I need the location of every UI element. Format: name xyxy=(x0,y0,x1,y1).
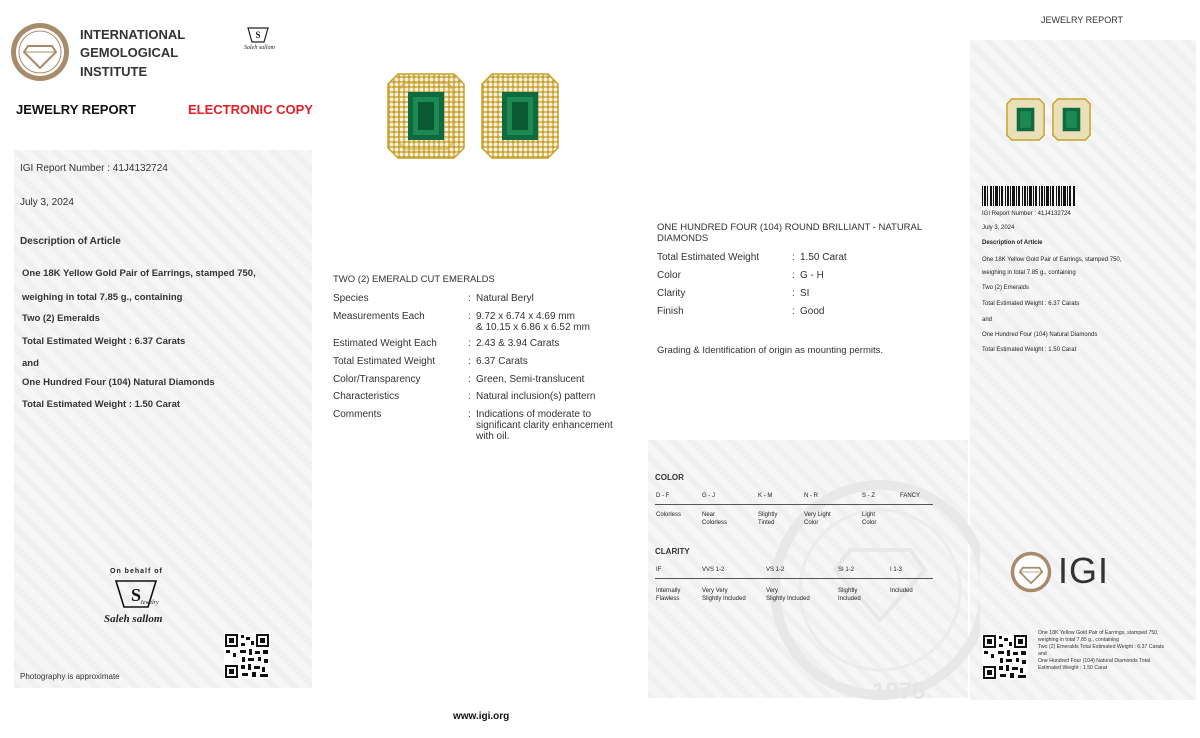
emerald-value: Natural Beryl xyxy=(476,293,534,304)
right-description-line: and xyxy=(982,317,993,323)
diamond-value: G - H xyxy=(800,270,824,281)
color-grade: FANCY xyxy=(900,493,921,499)
emerald-value: Natural inclusion(s) pattern xyxy=(476,391,596,402)
emerald-label: Total Estimated Weight xyxy=(333,356,436,367)
color-grade: N - R xyxy=(804,493,818,499)
right-description-line: Total Estimated Weight : 6.37 Carats xyxy=(982,301,1080,307)
right-description-line: weighing in total 7.85 g., containing xyxy=(982,270,1076,276)
igi-logo-icon xyxy=(1010,551,1052,593)
diamond-label: Finish xyxy=(657,306,684,317)
colon: : xyxy=(792,270,795,281)
right-description-line: Total Estimated Weight : 1.50 Carat xyxy=(982,347,1077,353)
color-description: Very Light Color xyxy=(804,512,831,526)
description-line: One Hundred Four (104) Natural Diamonds xyxy=(22,377,215,388)
color-scale-title: COLOR xyxy=(655,473,684,482)
color-description: Near Colorless xyxy=(702,512,728,526)
colon: : xyxy=(468,391,471,402)
clarity-grade: IF xyxy=(656,567,662,573)
right-summary-line: Estimated Weight : 1.50 Carat xyxy=(1038,665,1108,671)
right-report-date: July 3, 2024 xyxy=(982,225,1015,231)
right-description-line: One 18K Yellow Gold Pair of Earrings, stamped 750, xyxy=(982,257,1122,263)
emerald-value: Green, Semi-translucent xyxy=(476,374,585,385)
color-grade: G - J xyxy=(702,493,715,499)
emerald-label: Color/Transparency xyxy=(333,374,421,385)
color-grade: K - M xyxy=(758,493,773,499)
description-line: Total Estimated Weight : 1.50 Carat xyxy=(22,399,181,410)
colon: : xyxy=(468,338,471,349)
qr-code-left[interactable] xyxy=(224,633,270,679)
on-behalf-label: On behalf of xyxy=(110,568,163,575)
description-line: and xyxy=(22,358,39,369)
diamond-value: 1.50 Carat xyxy=(800,252,847,263)
diamonds-heading: ONE HUNDRED FOUR (104) ROUND BRILLIANT - NATURAL DIAMONDS xyxy=(657,222,922,244)
emeralds-heading: TWO (2) EMERALD CUT EMERALDS xyxy=(333,274,495,285)
partner-jewelry-label: Jewelry xyxy=(140,600,159,606)
colon: : xyxy=(468,311,471,322)
diamond-label: Clarity xyxy=(657,288,686,299)
electronic-copy-label: ELECTRONIC COPY xyxy=(188,102,313,117)
qr-code-right[interactable] xyxy=(982,634,1028,680)
emerald-label: Estimated Weight Each xyxy=(333,338,437,349)
institute-name-line1: INTERNATIONAL xyxy=(80,27,186,42)
svg-text:S: S xyxy=(130,585,142,605)
clarity-grade: SI 1-2 xyxy=(838,567,855,573)
emerald-value: 6.37 Carats xyxy=(476,356,528,367)
description-heading: Description of Article xyxy=(20,236,121,247)
color-description: Slightly Tinted xyxy=(758,512,778,526)
right-description-heading: Description of Article xyxy=(982,240,1043,246)
color-scale-line xyxy=(655,504,933,505)
barcode xyxy=(982,186,1076,206)
clarity-description: Slightly Included xyxy=(838,588,861,602)
right-report-number: IGI Report Number : 41J4132724 xyxy=(982,211,1071,217)
igi-logo-text: IGI xyxy=(1058,550,1110,591)
partner-logo-icon xyxy=(246,24,270,44)
igi-logo-seal xyxy=(10,22,70,82)
colon: : xyxy=(468,374,471,385)
report-number: IGI Report Number : 41J4132724 xyxy=(20,163,168,174)
clarity-description: Very Very Slightly Included xyxy=(702,588,746,602)
description-line: One 18K Yellow Gold Pair of Earrings, stamped 750, xyxy=(22,268,256,279)
clarity-description: Internally Flawless xyxy=(656,588,681,602)
earrings-thumbnail xyxy=(1005,98,1093,142)
grading-note: Grading & Identification of origin as mounting permits. xyxy=(657,345,884,356)
right-summary-line: weighing in total 7.85 g., containing xyxy=(1038,637,1120,643)
igi-seal-watermark xyxy=(760,440,980,710)
diamond-label: Total Estimated Weight xyxy=(657,252,760,263)
right-summary xyxy=(1038,630,1194,672)
clarity-grade: VS 1-2 xyxy=(766,567,785,573)
colon: : xyxy=(468,293,471,304)
watermark-year: 1975 xyxy=(872,678,926,705)
color-grade: S - Z xyxy=(862,493,875,499)
emerald-label: Characteristics xyxy=(333,391,400,402)
clarity-description: Very Slightly Included xyxy=(766,588,810,602)
emerald-value: Indications of moderate to significant clarity enhancement with oil. xyxy=(476,409,613,442)
colon: : xyxy=(468,356,471,367)
emerald-label: Species xyxy=(333,293,369,304)
institute-name-line3: INSTITUTE xyxy=(80,64,148,79)
description-line: Total Estimated Weight : 6.37 Carats xyxy=(22,336,186,347)
right-summary-line: One 18K Yellow Gold Pair of Earrings, stamped 750, xyxy=(1038,630,1159,636)
emerald-label: Comments xyxy=(333,409,382,420)
clarity-scale-title: CLARITY xyxy=(655,547,690,556)
color-description: Colorless xyxy=(656,512,682,518)
clarity-grade: I 1-3 xyxy=(890,567,903,573)
partner-signature: Saleh sallom xyxy=(104,613,163,625)
website-link[interactable]: www.igi.org xyxy=(453,711,510,722)
colon: : xyxy=(792,288,795,299)
svg-text:S: S xyxy=(255,30,261,40)
diamond-value: Good xyxy=(800,306,825,317)
emerald-label: Measurements Each xyxy=(333,311,425,322)
right-report-title: JEWELRY REPORT xyxy=(1041,15,1124,25)
right-summary-line: and xyxy=(1038,651,1047,657)
photo-note: Photography is approximate xyxy=(20,672,120,681)
description-line: Two (2) Emeralds xyxy=(22,313,100,324)
colon: : xyxy=(468,409,471,420)
left-panel-bg xyxy=(14,150,312,688)
institute-name-line2: GEMOLOGICAL xyxy=(80,45,179,60)
earrings-photo xyxy=(384,72,564,162)
right-summary-line: Two (2) Emeralds Total Estimated Weight : 6.37 Carats xyxy=(1038,644,1165,650)
report-title: JEWELRY REPORT xyxy=(16,102,136,117)
colon: : xyxy=(792,252,795,263)
clarity-grade: VVS 1-2 xyxy=(702,567,725,573)
clarity-description: Included xyxy=(890,588,913,594)
description-line: weighing in total 7.85 g., containing xyxy=(22,292,183,303)
emerald-value: 9.72 x 6.74 x 4.69 mm & 10.15 x 6.86 x 6.52 mm xyxy=(476,311,590,333)
emerald-value: 2.43 & 3.94 Carats xyxy=(476,338,560,349)
colon: : xyxy=(792,306,795,317)
right-description-line: Two (2) Emeralds xyxy=(982,285,1030,291)
color-description: Light Color xyxy=(862,512,877,526)
right-description-line: One Hundred Four (104) Natural Diamonds xyxy=(982,332,1098,338)
color-grade: D - F xyxy=(656,493,670,499)
diamond-label: Color xyxy=(657,270,681,281)
clarity-scale-line xyxy=(655,578,933,579)
report-date: July 3, 2024 xyxy=(20,197,74,208)
partner-logo-text: Saleh sallom xyxy=(244,45,275,51)
diamond-value: SI xyxy=(800,288,810,299)
right-summary-line: One Hundred Four (104) Natural Diamonds Total xyxy=(1038,658,1151,664)
